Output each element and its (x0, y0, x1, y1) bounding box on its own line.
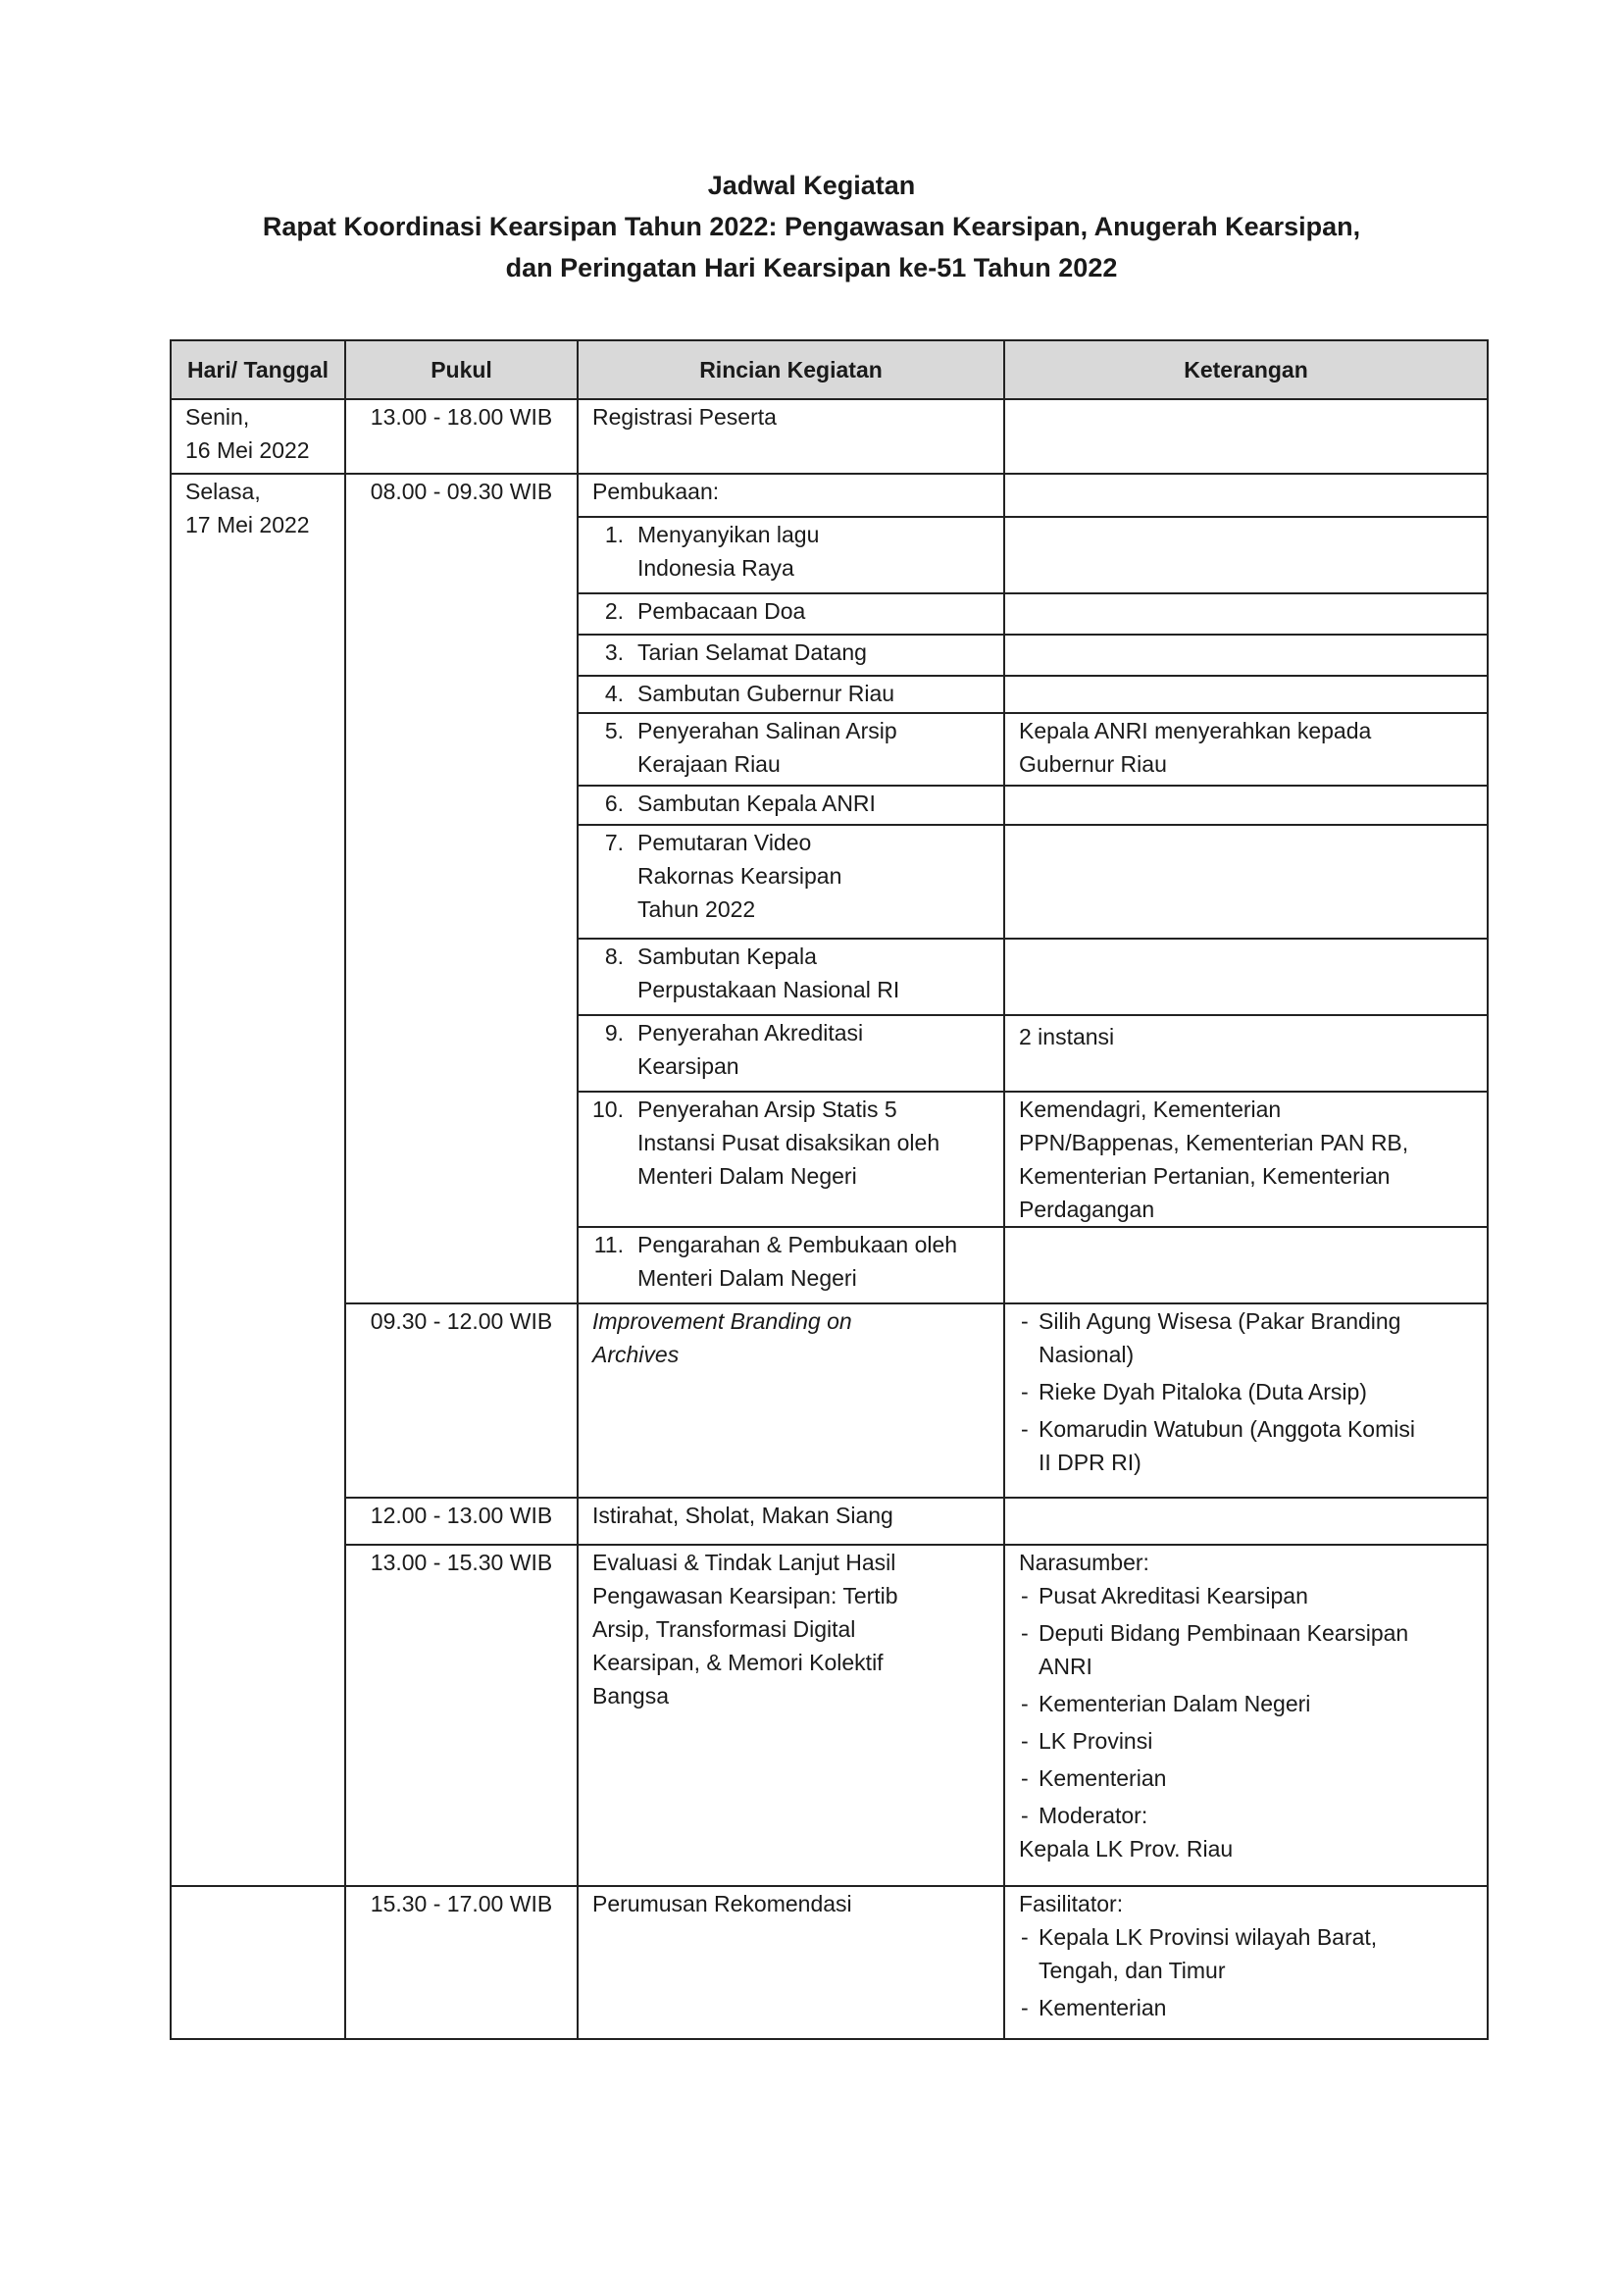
speaker-list (1019, 1579, 1473, 1832)
table-row (171, 399, 1488, 474)
time-cell: 13.00 - 18.00 WIB (345, 399, 578, 474)
note-cell: Kemendagri, Kementerian PPN/Bappenas, Kementerian PAN RB, Kementerian Pertanian, Kementerian Perdagangan (1004, 1092, 1488, 1227)
list-item: - Kementerian Dalam Negeri (1019, 1687, 1473, 1720)
day-cell: Selasa, 17 Mei 2022 (171, 474, 345, 1886)
header-time: Pukul (345, 340, 578, 399)
activity-cell: Istirahat, Sholat, Makan Siang (578, 1498, 1004, 1545)
list-item: - Deputi Bidang Pembinaan Kearsipan ANRI (1019, 1616, 1473, 1683)
table-row (171, 1545, 1488, 1886)
activity-cell: Perumusan Rekomendasi (578, 1886, 1004, 2039)
activity-cell: 8. Sambutan Kepala Perpustakaan Nasional RI (578, 939, 1004, 1015)
list-item: - Kepala LK Provinsi wilayah Barat, Tengah, dan Timur (1019, 1920, 1473, 1987)
note-cell (1004, 593, 1488, 635)
list-item: - Rieke Dyah Pitaloka (Duta Arsip) (1019, 1375, 1473, 1408)
note-cell (1004, 1498, 1488, 1545)
day-cell: Senin, 16 Mei 2022 (171, 399, 345, 474)
title-line-3: dan Peringatan Hari Kearsipan ke-51 Tahun 2022 (505, 253, 1118, 282)
note-cell (1004, 939, 1488, 1015)
list-item: - Kementerian (1019, 1761, 1473, 1795)
header-activity: Rincian Kegiatan (578, 340, 1004, 399)
facilitator-list (1019, 1920, 1473, 2024)
activity-cell: Improvement Branding on Archives (578, 1303, 1004, 1498)
time-cell: 15.30 - 17.00 WIB (345, 1886, 578, 2039)
activity-cell: 10. Penyerahan Arsip Statis 5 Instansi Pusat disaksikan oleh Menteri Dalam Negeri (578, 1092, 1004, 1227)
document-title (0, 165, 1623, 288)
activity-cell: 5. Penyerahan Salinan Arsip Kerajaan Riau (578, 713, 1004, 786)
time-cell: 13.00 - 15.30 WIB (345, 1545, 578, 1886)
note-cell (1004, 399, 1488, 474)
activity-cell: 7. Pemutaran Video Rakornas Kearsipan Tahun 2022 (578, 825, 1004, 939)
note-cell (1004, 635, 1488, 676)
list-item: - Komarudin Watubun (Anggota Komisi II DPR RI) (1019, 1412, 1473, 1479)
table-row (171, 474, 1488, 517)
day-cell (171, 1886, 345, 2039)
table-row (171, 1886, 1488, 2039)
title-line-1: Jadwal Kegiatan (707, 171, 916, 200)
note-cell (1004, 825, 1488, 939)
time-cell: 12.00 - 13.00 WIB (345, 1498, 578, 1545)
table-row (171, 1303, 1488, 1498)
activity-cell: 6. Sambutan Kepala ANRI (578, 786, 1004, 825)
activity-cell: Registrasi Peserta (578, 399, 1004, 474)
note-cell (1004, 1227, 1488, 1303)
activity-cell: 2. Pembacaan Doa (578, 593, 1004, 635)
note-cell: Fasilitator: - Kepala LK Provinsi wilayah Barat, Tengah, dan Timur - Kementerian (1004, 1886, 1488, 2039)
activity-cell: 4. Sambutan Gubernur Riau (578, 676, 1004, 713)
time-cell: 09.30 - 12.00 WIB (345, 1303, 578, 1498)
note-cell: Kepala ANRI menyerahkan kepada Gubernur Riau (1004, 713, 1488, 786)
note-cell (1004, 474, 1488, 517)
table-header-row (171, 340, 1488, 399)
note-cell: 2 instansi (1004, 1015, 1488, 1092)
table-row (171, 1498, 1488, 1545)
list-item: - LK Provinsi (1019, 1724, 1473, 1758)
list-item: - Silih Agung Wisesa (Pakar Branding Nasional) (1019, 1304, 1473, 1371)
list-item: - Pusat Akreditasi Kearsipan (1019, 1579, 1473, 1612)
header-day: Hari/ Tanggal (171, 340, 345, 399)
list-item: - Kementerian (1019, 1991, 1473, 2024)
activity-cell: 3. Tarian Selamat Datang (578, 635, 1004, 676)
activity-cell: 1. Menyanyikan lagu Indonesia Raya (578, 517, 1004, 593)
speaker-list (1019, 1304, 1473, 1479)
header-note: Keterangan (1004, 340, 1488, 399)
list-item: - Moderator: (1019, 1799, 1473, 1832)
note-cell: Narasumber: - Pusat Akreditasi Kearsipan - Deputi Bidang Pembinaan Kearsipan ANRI - Kementerian Dalam Negeri - LK Provinsi - Kementerian - Moderator: Kepala LK Prov. Riau (1004, 1545, 1488, 1886)
activity-cell: 9. Penyerahan Akreditasi Kearsipan (578, 1015, 1004, 1092)
time-cell: 08.00 - 09.30 WIB (345, 474, 578, 1303)
title-line-2: Rapat Koordinasi Kearsipan Tahun 2022: Pengawasan Kearsipan, Anugerah Kearsipan, (262, 212, 1361, 241)
activity-cell: 11. Pengarahan & Pembukaan oleh Menteri Dalam Negeri (578, 1227, 1004, 1303)
schedule-table (170, 339, 1489, 2040)
activity-cell: Evaluasi & Tindak Lanjut Hasil Pengawasan Kearsipan: Tertib Arsip, Transformasi Digital Kearsipan, & Memori Kolektif Bangsa (578, 1545, 1004, 1886)
note-cell (1004, 517, 1488, 593)
note-cell (1004, 1303, 1488, 1498)
activity-cell: Pembukaan: (578, 474, 1004, 517)
note-cell (1004, 676, 1488, 713)
note-cell (1004, 786, 1488, 825)
